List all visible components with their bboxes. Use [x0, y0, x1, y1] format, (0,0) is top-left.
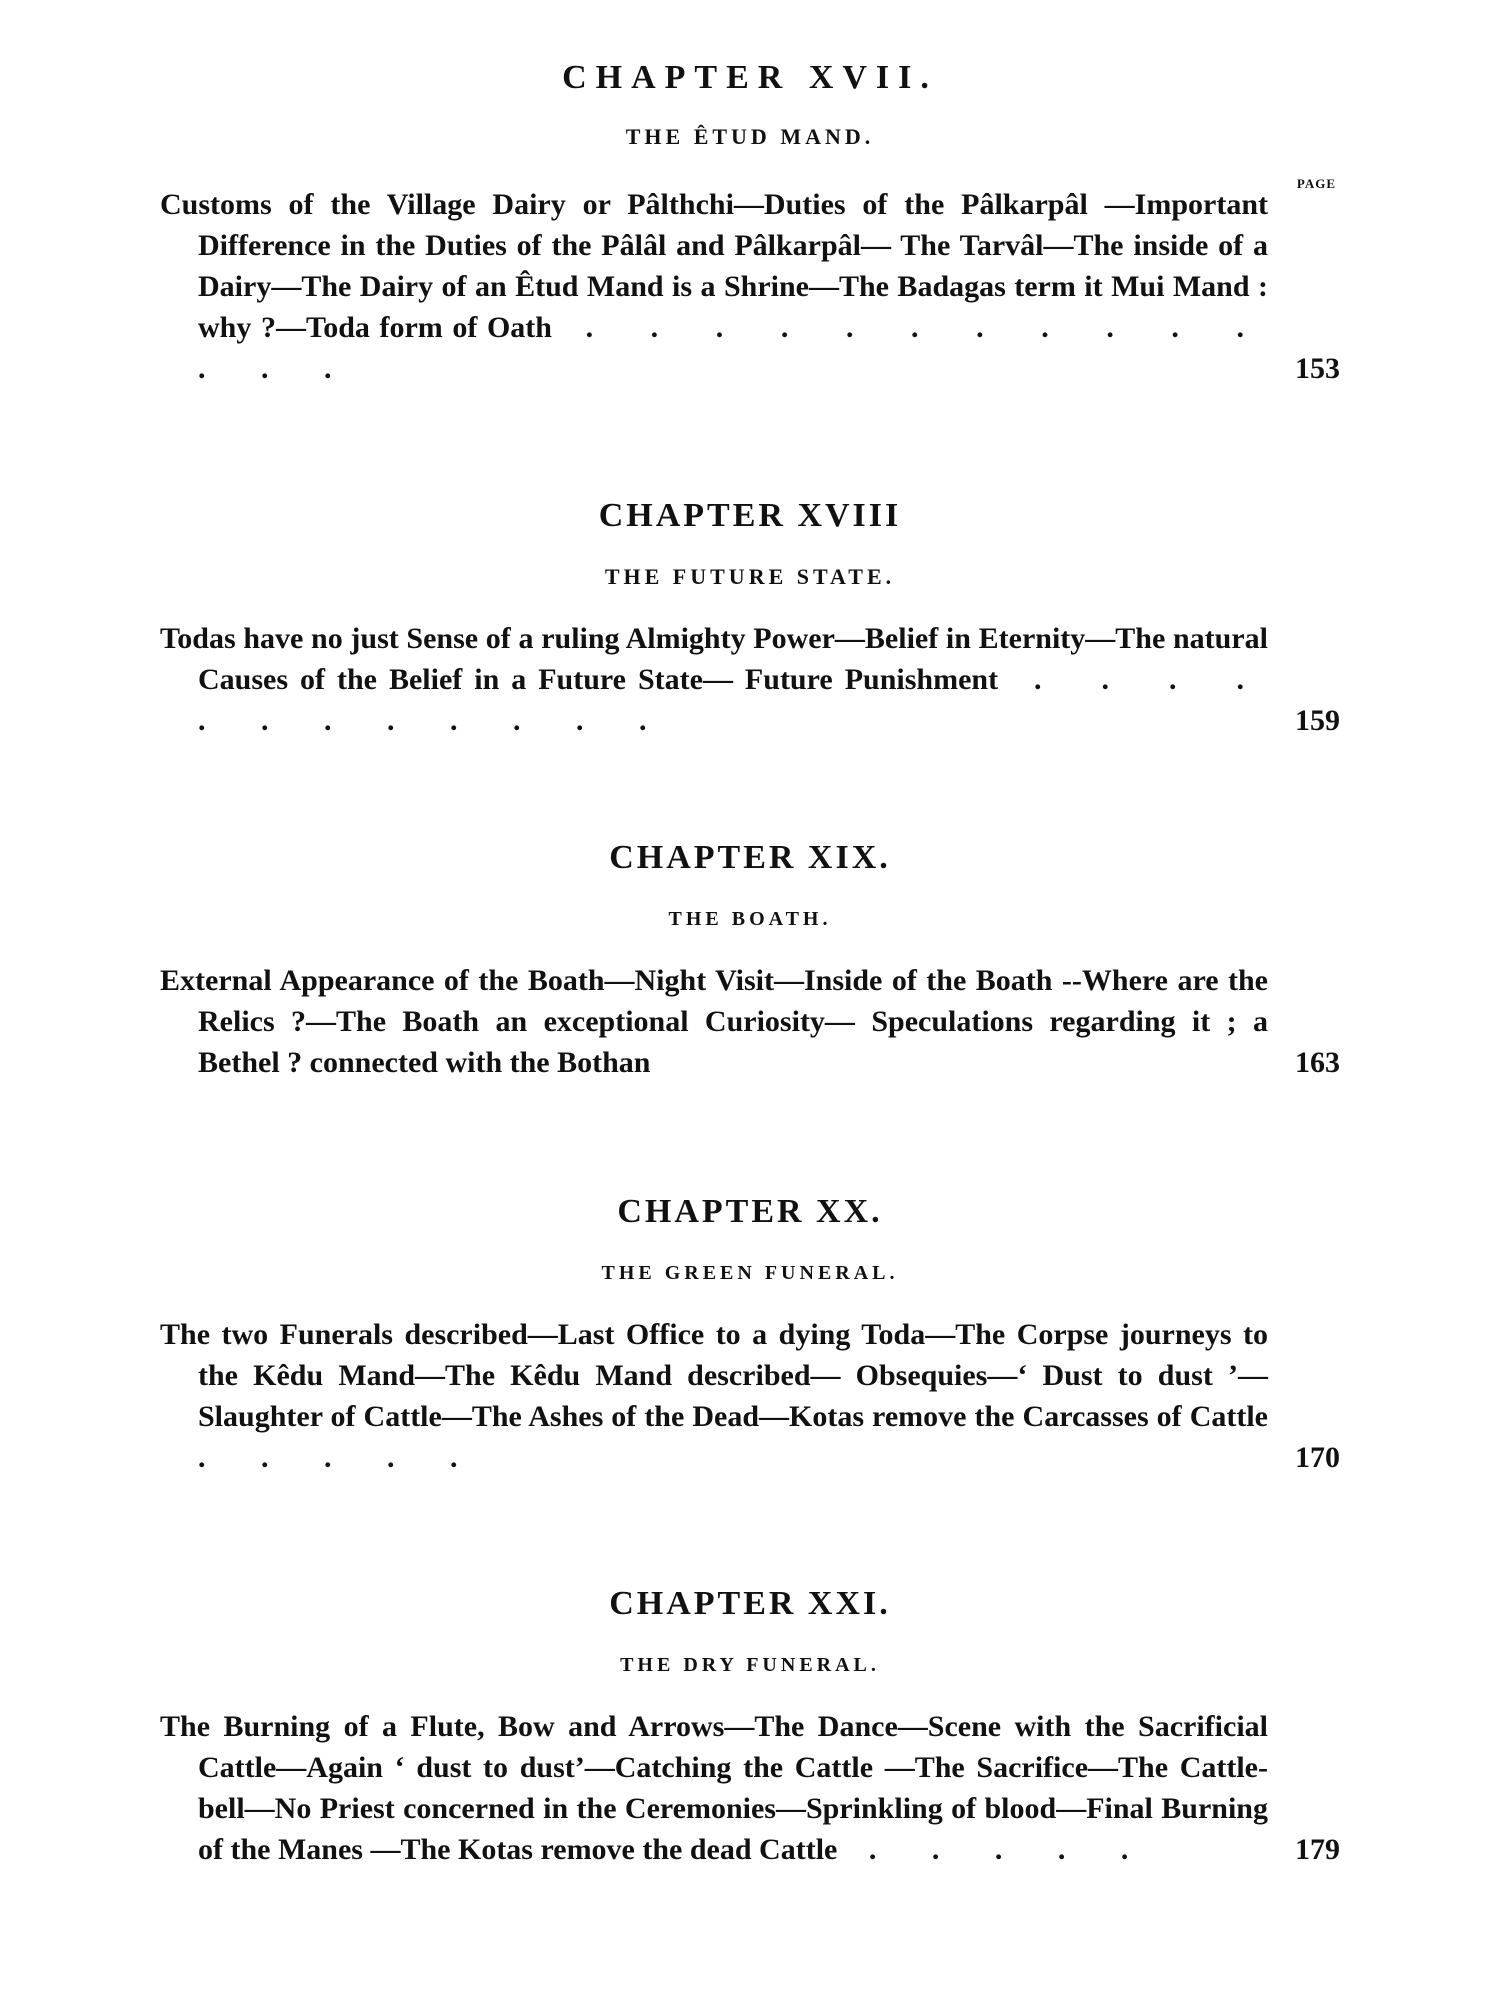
chapter-summary	[160, 960, 1340, 1083]
chapter-subtitle: THE ÊTUD MAND.	[625, 124, 875, 149]
chapter-heading: CHAPTER XIX.	[609, 839, 891, 876]
page-column-label: PAGE	[1296, 176, 1336, 191]
chapter-heading: CHAPTER XXI.	[609, 1585, 891, 1622]
chapter-summary	[160, 1706, 1340, 1870]
chapter-entry-xviii	[160, 496, 1340, 741]
page-number: 163	[1295, 1046, 1340, 1079]
chapter-summary-text: The two Funerals described—Last Office to a dying Toda—The Corpse journeys to the Kêdu Mand—The Kêdu Mand described— Obsequies—‘ Dust to dust ’—Slaughter of Cattle—The Ashes of the Dead—Kotas remove the Carcasses of Cattle	[160, 1318, 1268, 1433]
page-number: 159	[1295, 704, 1340, 737]
chapter-summary-text: The Burning of a Flute, Bow and Arrows—The Dance—Scene with the Sacrificial Cattle—Again ‘ dust to dust’—Catching the Cattle —The Sacrifice—The Cattle-bell—No Priest concerned in the Ceremonies—Sprinkling of blood—Final Burning of the Manes —The Kotas remove the dead Cattle	[160, 1710, 1268, 1866]
chapter-summary-text: External Appearance of the Boath—Night Visit—Inside of the Boath --Where are the Relics ?—The Boath an exceptional Curiosity— Speculations regarding it ; a Bethel ? connected with the Bothan	[160, 964, 1268, 1079]
page-number: 179	[1295, 1833, 1340, 1866]
chapter-subtitle: THE FUTURE STATE.	[604, 564, 896, 589]
chapter-subtitle: THE DRY FUNERAL.	[620, 1654, 880, 1676]
chapter-subtitle: THE BOATH.	[668, 908, 832, 930]
chapter-summary-text: Todas have no just Sense of a ruling Almighty Power—Belief in Eternity—The natural Causes of the Belief in a Future State— Future Punishment	[160, 622, 1268, 696]
dot-leaders: . . . . . . . . . . . . . .	[198, 311, 1268, 385]
chapter-entry-xvii	[160, 58, 1340, 389]
chapter-summary-text: Customs of the Village Dairy or Pâlthchi—Duties of the Pâlkarpâl —Important Difference in the Duties of the Pâlâl and Pâlkarpâl— The Tarvâl—The inside of a Dairy—The Dairy of an Êtud Mand is a Shrine—The Badagas term it Mui Mand : why ?—Toda form of Oath	[160, 188, 1268, 344]
chapter-heading: CHAPTER XVIII	[598, 497, 902, 534]
chapter-subtitle: THE GREEN FUNERAL.	[601, 1262, 899, 1284]
page-number: 153	[1295, 352, 1340, 385]
page-number: 170	[1295, 1441, 1340, 1474]
chapter-entry-xxi	[160, 1584, 1340, 1870]
chapter-entry-xx	[160, 1192, 1340, 1478]
chapter-entry-xix	[160, 838, 1340, 1083]
chapter-summary	[160, 184, 1340, 389]
dot-leaders: . . . . .	[198, 1441, 482, 1474]
dot-leaders: . . . . .	[837, 1833, 1153, 1866]
chapter-heading: CHAPTER XVII.	[562, 59, 938, 96]
chapter-heading: CHAPTER XX.	[617, 1193, 883, 1230]
chapter-summary	[160, 618, 1340, 741]
dot-leaders: . . . . . . . . . . . .	[198, 663, 1268, 737]
chapter-summary	[160, 1314, 1340, 1478]
